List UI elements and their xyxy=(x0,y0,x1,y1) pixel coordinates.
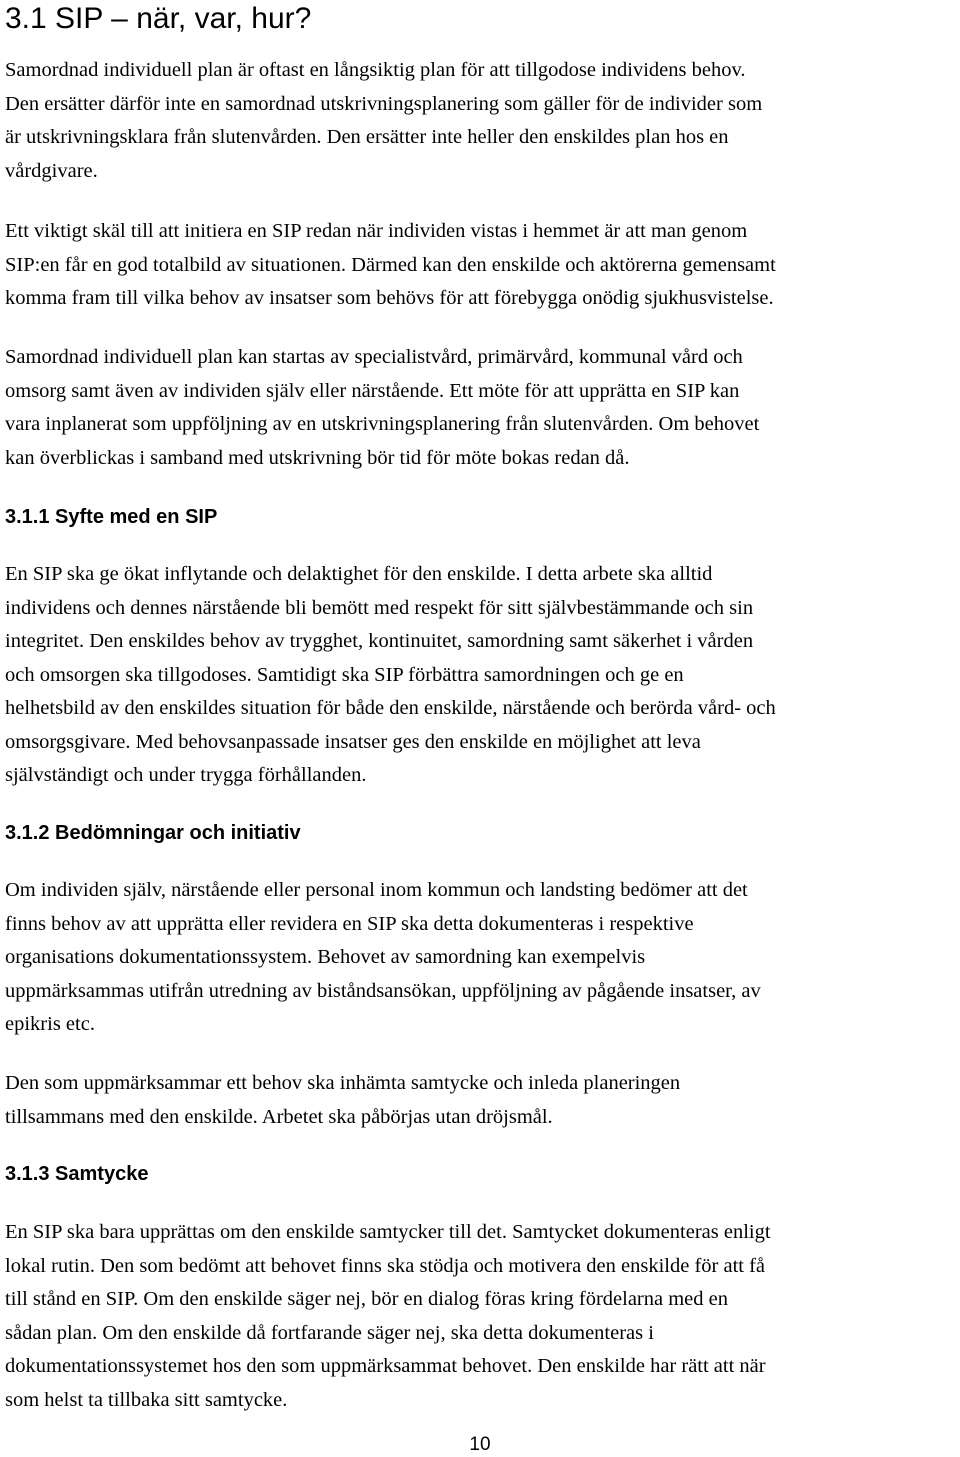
text-line: Ett viktigt skäl till att initiera en SIP redan när individen vistas i hemmet är att man genom xyxy=(5,220,748,242)
paragraph-reason xyxy=(5,215,776,316)
text-line: är utskrivningsklara från slutenvården. Den ersätter inte heller den enskildes plan hos en xyxy=(5,126,729,148)
text-line: SIP:en får en god totalbild av situationen. Därmed kan den enskilde och aktörerna gemensamt xyxy=(5,253,776,276)
paragraph-initiators xyxy=(5,341,759,475)
text-line: omsorgsgivare. Med behovsanpassade insatser ges den enskilde en möjlighet att leva xyxy=(5,730,701,753)
paragraph-purpose xyxy=(5,558,776,793)
text-line: kan överblickas i samband med utskrivning bör tid för möte bokas redan då. xyxy=(5,446,630,469)
text-line: Samordnad individuell plan är oftast en långsiktig plan för att tillgodose individens behov. xyxy=(5,59,746,81)
section-heading-3-1: 3.1 SIP – när, var, hur? xyxy=(5,2,312,35)
text-line: Samordnad individuell plan kan startas av specialistvård, primärvård, kommunal vård och xyxy=(5,346,743,368)
page-number: 10 xyxy=(469,1434,491,1455)
text-line: helhetsbild av den enskildes situation för både den enskilde, närstående och berörda vård- och xyxy=(5,697,776,719)
text-line: till stånd en SIP. Om den enskilde säger nej, bör en dialog föras kring fördelarna med en xyxy=(5,1288,729,1310)
text-line: och omsorgen ska tillgodoses. Samtidigt ska SIP förbättra samordningen och ge en xyxy=(5,663,684,686)
text-line: Om individen själv, närstående eller personal inom kommun och landsting bedömer att det xyxy=(5,879,748,901)
text-line: Den som uppmärksammar ett behov ska inhämta samtycke och inleda planeringen xyxy=(5,1072,681,1094)
paragraph-consent-start xyxy=(5,1067,680,1134)
text-line: finns behov av att upprätta eller revidera en SIP ska detta dokumenteras i respektive xyxy=(5,912,694,935)
text-line: komma fram till vilka behov av insatser som behövs för att förebygga onödig sjukhusvistelse. xyxy=(5,287,774,309)
section-heading-3-1-2: 3.1.2 Bedömningar och initiativ xyxy=(5,822,301,844)
text-line: som helst ta tillbaka sitt samtycke. xyxy=(5,1388,288,1411)
text-line: integritet. Den enskildes behov av trygghet, kontinuitet, samordning samt säkerhet i vården xyxy=(5,630,754,652)
section-heading-3-1-1: 3.1.1 Syfte med en SIP xyxy=(5,506,218,528)
text-line: organisations dokumentationssystem. Behovet av samordning kan exempelvis xyxy=(5,946,646,968)
text-line: En SIP ska ge ökat inflytande och delaktighet för den enskilde. I detta arbete ska alltid xyxy=(5,563,713,585)
text-line: vara inplanerat som uppföljning av en utskrivningsplanering från slutenvården. Om behovet xyxy=(5,413,760,435)
text-line: självständigt och under trygga förhållanden. xyxy=(5,764,367,786)
text-line: En SIP ska bara upprättas om den enskilde samtycker till det. Samtycket dokumenteras enligt xyxy=(5,1221,771,1243)
text-line: individens och dennes närstående bli bemött med respekt för sitt självbestämmande och sin xyxy=(5,596,754,619)
text-line: tillsammans med den enskilde. Arbetet ska påbörjas utan dröjsmål. xyxy=(5,1105,553,1128)
text-line: Den ersätter därför inte en samordnad utskrivningsplanering som gäller för de individer som xyxy=(5,92,763,115)
text-line: uppmärksammas utifrån utredning av biståndsansökan, uppföljning av pågående insatser, av xyxy=(5,979,761,1002)
text-line: omsorg samt även av individen själv eller närstående. Ett möte för att upprätta en SIP kan xyxy=(5,379,740,402)
paragraph-consent xyxy=(5,1216,771,1417)
text-line: dokumentationssystemet hos den som uppmärksammat behovet. Den enskilde har rätt att när xyxy=(5,1355,766,1377)
text-line: lokal rutin. Den som bedömt att behovet finns ska stödja och motivera den enskilde för att få xyxy=(5,1254,766,1277)
text-line: vårdgivare. xyxy=(5,159,98,182)
paragraph-assessment xyxy=(5,874,761,1042)
section-heading-3-1-3: 3.1.3 Samtycke xyxy=(5,1163,149,1185)
intro-paragraph xyxy=(5,54,762,188)
text-line: epikris etc. xyxy=(5,1013,95,1035)
text-line: sådan plan. Om den enskilde då fortfarande säger nej, ska detta dokumenteras i xyxy=(5,1321,654,1344)
